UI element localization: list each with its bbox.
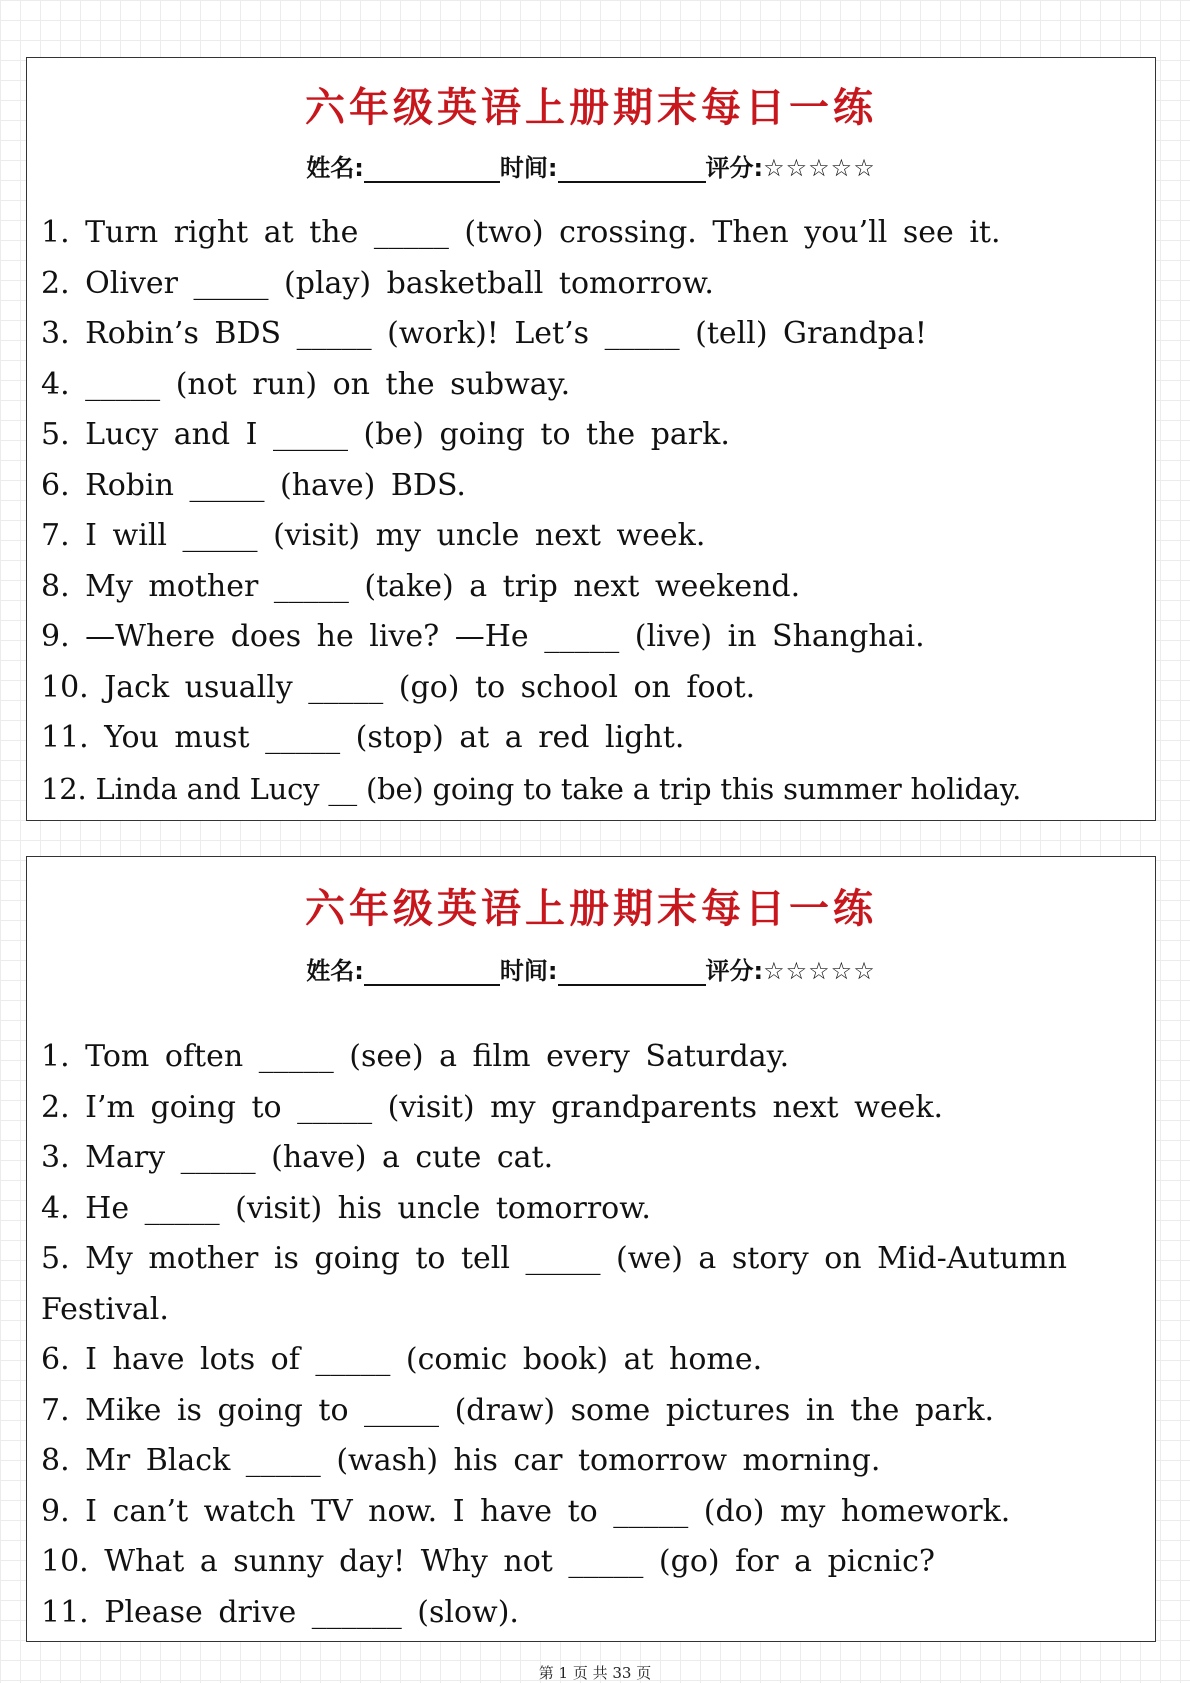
worksheet-title: 六年级英语上册期末每日一练 <box>305 85 877 131</box>
time-label: 时间: <box>499 957 558 985</box>
question-item: 3. Mary _____ (have) a cute cat. <box>41 1140 554 1175</box>
score-stars[interactable]: ☆☆☆☆☆ <box>763 957 876 985</box>
question-item: 9. I can’t watch TV now. I have to _____ (do) my homework. <box>41 1493 1011 1529</box>
question-item: 8. My mother _____ (take) a trip next weekend. <box>41 568 801 604</box>
question-item: 7. Mike is going to _____ (draw) some pictures in the park. <box>41 1392 995 1428</box>
question-item: 9. —Where does he live? —He _____ (live) in Shanghai. <box>41 619 925 654</box>
worksheet-title: 六年级英语上册期末每日一练 <box>305 886 877 932</box>
question-item: 12. Linda and Lucy __ (be) going to take a trip this summer holiday. <box>41 771 1022 806</box>
score-label: 评分: <box>705 154 764 182</box>
question-item: 1. Tom often _____ (see) a film every Saturday. <box>41 1039 790 1074</box>
question-item: 7. I will _____ (visit) my uncle next week. <box>41 518 706 553</box>
score-label: 评分: <box>705 957 764 985</box>
question-item: 4. _____ (not run) on the subway. <box>41 366 571 402</box>
score-stars[interactable]: ☆☆☆☆☆ <box>763 154 876 182</box>
question-list <box>41 208 1139 814</box>
student-info-row <box>27 951 1155 986</box>
question-item: 2. I’m going to _____ (visit) my grandparents next week. <box>41 1089 944 1125</box>
name-label: 姓名: <box>306 957 364 985</box>
time-blank[interactable] <box>558 155 706 183</box>
question-item: 1. Turn right at the _____ (two) crossing. Then you’ll see it. <box>41 215 1001 250</box>
question-item: 5. My mother is going to tell _____ (we) a story on Mid-Autumn Festival. <box>41 1241 1067 1327</box>
student-info-row <box>27 148 1155 183</box>
question-item: 6. I have lots of _____ (comic book) at home. <box>41 1342 763 1377</box>
question-item: 10. What a sunny day! Why not _____ (go) for a picnic? <box>41 1544 936 1579</box>
question-item: 11. You must _____ (stop) at a red light. <box>41 720 685 755</box>
worksheet-1 <box>26 57 1156 821</box>
question-item: 10. Jack usually _____ (go) to school on foot. <box>41 669 756 705</box>
question-list <box>41 1032 1139 1638</box>
name-blank[interactable] <box>364 958 500 986</box>
name-label: 姓名: <box>306 154 364 182</box>
question-item: 8. Mr Black _____ (wash) his car tomorrow morning. <box>41 1443 881 1478</box>
question-item: 2. Oliver _____ (play) basketball tomorrow. <box>41 265 714 301</box>
worksheet-2 <box>26 856 1156 1642</box>
name-blank[interactable] <box>364 155 500 183</box>
time-blank[interactable] <box>558 958 706 986</box>
question-item: 5. Lucy and I _____ (be) going to the park. <box>41 417 730 452</box>
page-footer: 第 1 页 共 33 页 <box>538 1664 652 1682</box>
question-item: 4. He _____ (visit) his uncle tomorrow. <box>41 1190 651 1226</box>
question-item: 3. Robin’s BDS _____ (work)! Let’s _____ (tell) Grandpa! <box>41 316 927 351</box>
time-label: 时间: <box>499 154 558 182</box>
question-item: 6. Robin _____ (have) BDS. <box>41 467 466 503</box>
question-item: 11. Please drive ______ (slow). <box>41 1594 519 1630</box>
